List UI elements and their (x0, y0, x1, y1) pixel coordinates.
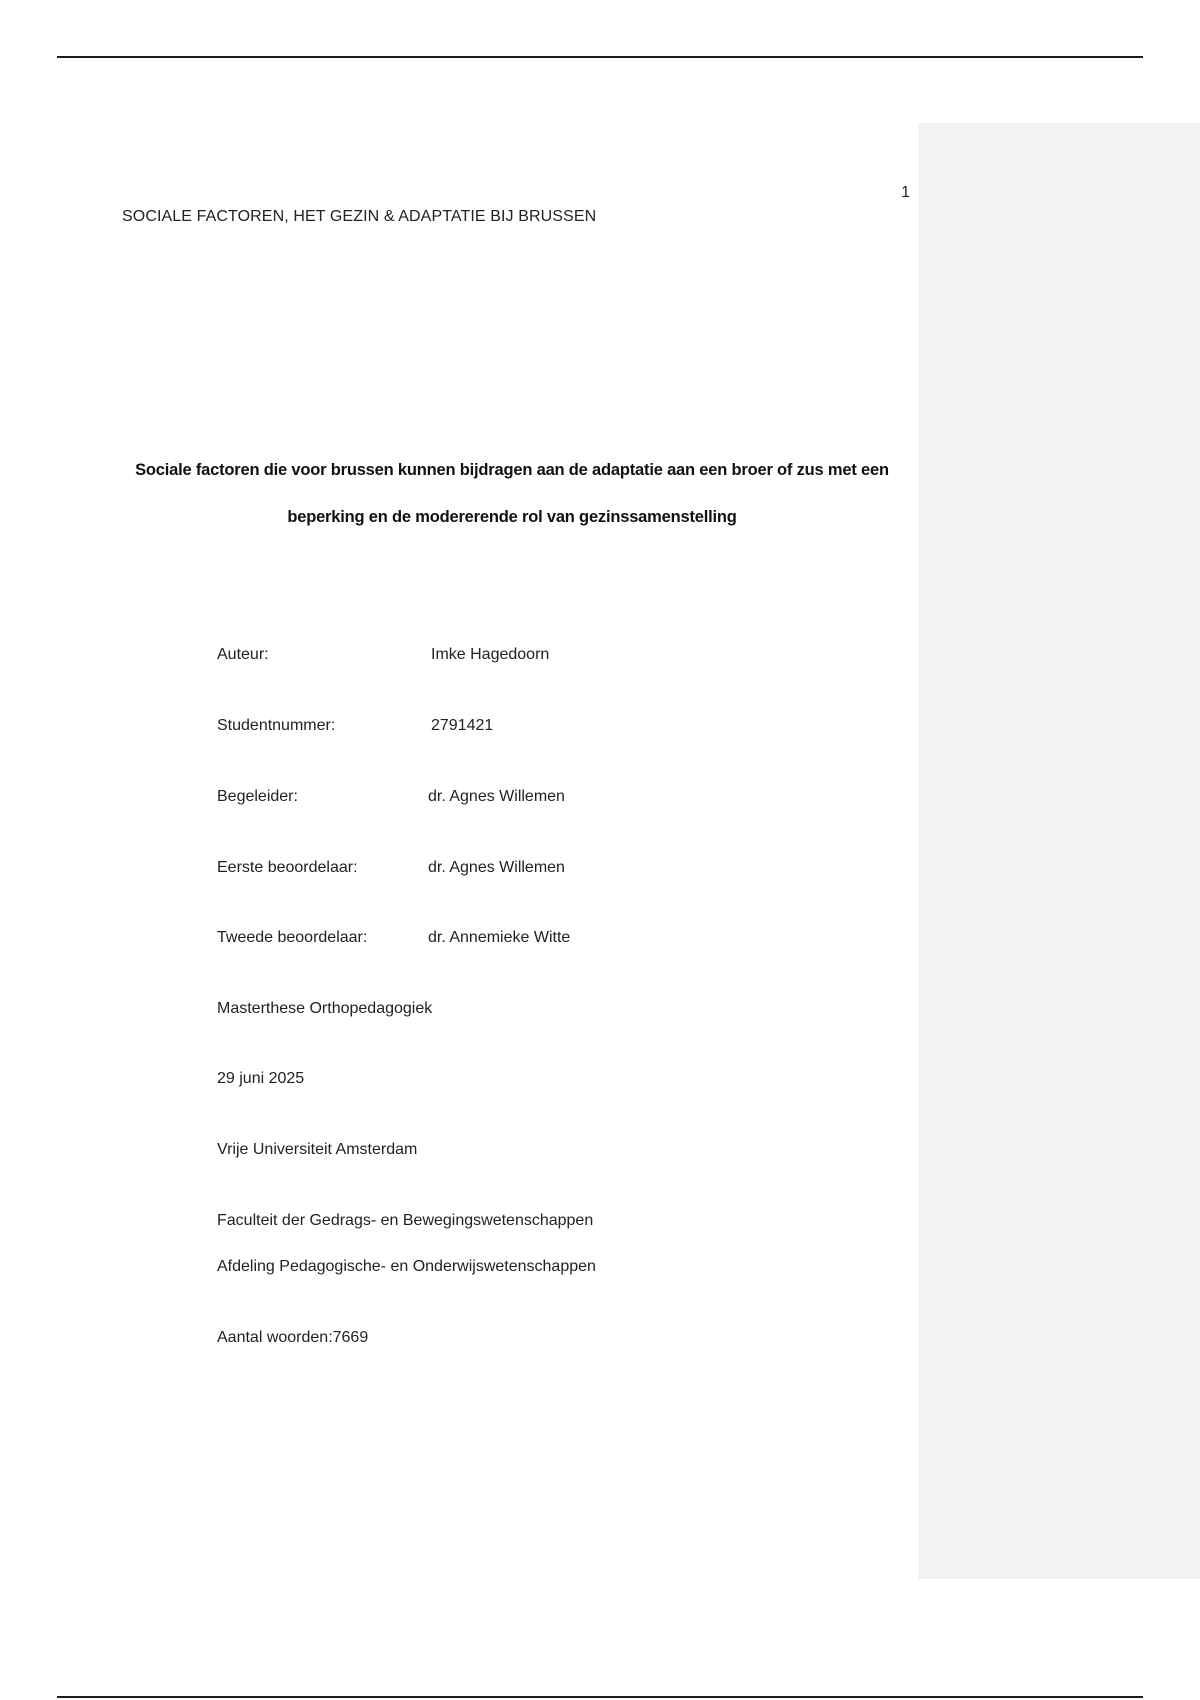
department-name: Afdeling Pedagogische- en Onderwijswetenschappen (217, 1258, 596, 1275)
submission-date: 29 juni 2025 (217, 1070, 305, 1087)
document-title (112, 450, 912, 544)
supervisor-value: dr. Agnes Willemen (428, 788, 565, 805)
student-number-value: 2791421 (431, 717, 494, 734)
faculty-name: Faculteit der Gedrags- en Bewegingswetenschappen (217, 1212, 594, 1229)
comment-margin-pane (918, 123, 1200, 1579)
student-number-label: Studentnummer: (217, 717, 336, 734)
author-value: Imke Hagedoorn (431, 646, 550, 663)
running-head: SOCIALE FACTOREN, HET GEZIN & ADAPTATIE BIJ BRUSSEN (122, 208, 597, 225)
top-divider (57, 56, 1143, 58)
title-line-2: beperking en de modererende rol van gezinssamenstelling (287, 508, 737, 526)
first-assessor-label: Eerste beoordelaar: (217, 859, 358, 876)
second-assessor-value: dr. Annemieke Witte (428, 929, 571, 946)
word-count: Aantal woorden:7669 (217, 1329, 369, 1346)
second-assessor-label: Tweede beoordelaar: (217, 929, 368, 946)
supervisor-label: Begeleider: (217, 788, 298, 805)
author-label: Auteur: (217, 646, 269, 663)
bottom-divider (57, 1696, 1143, 1698)
title-line-1: Sociale factoren die voor brussen kunnen bijdragen aan de adaptatie aan een broer of zus met een (135, 461, 889, 479)
university-name: Vrije Universiteit Amsterdam (217, 1141, 418, 1158)
program-name: Masterthese Orthopedagogiek (217, 1000, 433, 1017)
first-assessor-value: dr. Agnes Willemen (428, 859, 565, 876)
page-number: 1 (901, 184, 910, 201)
